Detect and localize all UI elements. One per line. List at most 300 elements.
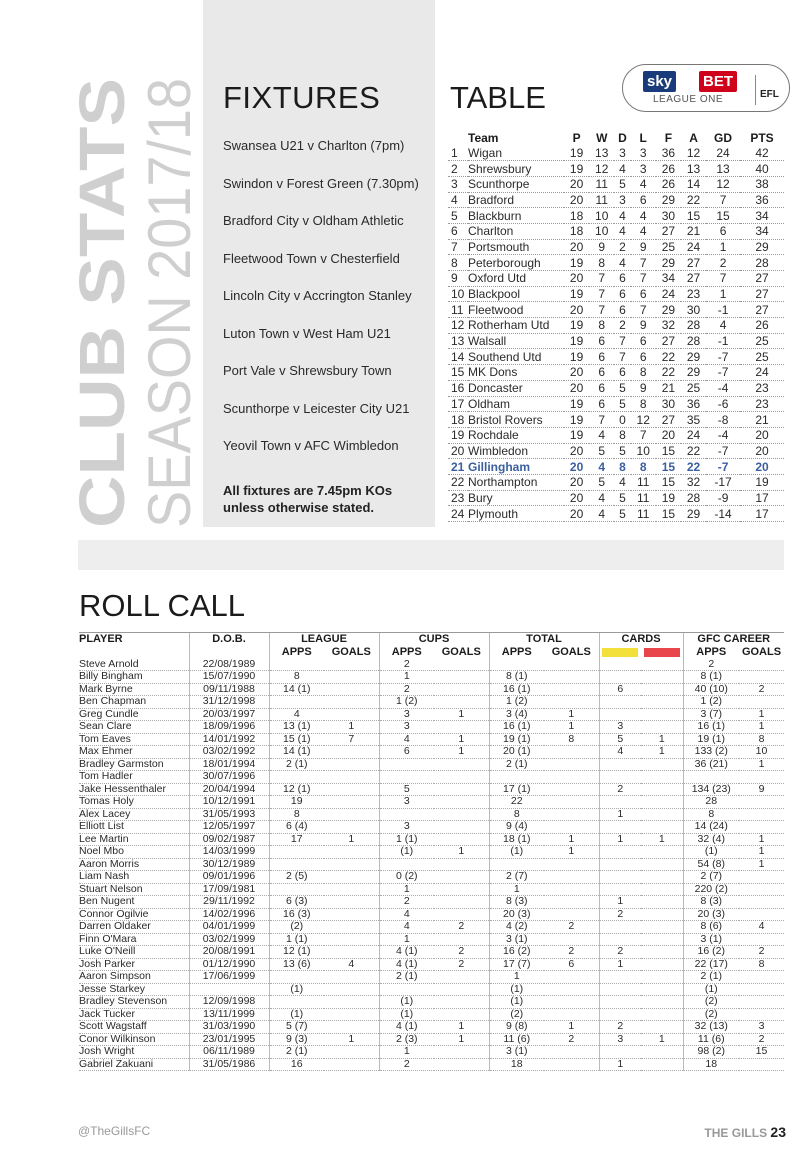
table-cell: 7 [589, 302, 614, 318]
efl-logo: EFL [755, 75, 783, 105]
stat-cell: 2 (7) [489, 871, 544, 884]
stat-cell [599, 933, 641, 946]
stat-cell [324, 933, 379, 946]
stat-cell [599, 796, 641, 809]
player-name: Ben Chapman [79, 696, 189, 709]
stat-cell: 1 [544, 721, 599, 734]
table-cell: 18 [448, 412, 468, 428]
stat-cell: 31/12/1998 [189, 696, 269, 709]
table-cell: 29 [656, 302, 681, 318]
stat-cell [324, 783, 379, 796]
stat-cell: 4 [379, 921, 434, 934]
stat-cell [599, 971, 641, 984]
stat-cell [544, 683, 599, 696]
stat-cell: 6 [544, 958, 599, 971]
stat-cell [324, 1058, 379, 1071]
table-cell: 8 [448, 255, 468, 271]
table-row [448, 396, 784, 412]
stat-cell [641, 883, 683, 896]
stat-cell [269, 659, 324, 671]
player-name: Steve Arnold [79, 659, 189, 671]
table-cell: 3 [614, 192, 630, 208]
stat-cell [544, 908, 599, 921]
league-table [448, 131, 784, 522]
player-name: Bradley Stevenson [79, 996, 189, 1009]
table-cell: 11 [589, 176, 614, 192]
stat-cell [434, 996, 489, 1009]
stat-cell [544, 858, 599, 871]
table-cell: 14 [448, 349, 468, 365]
stat-cell: 1 [324, 1033, 379, 1046]
stat-cell: 2 (3) [379, 1033, 434, 1046]
table-cell: 4 [589, 459, 614, 475]
table-cell: 6 [589, 333, 614, 349]
stat-cell: 2 (1) [269, 758, 324, 771]
stat-cell [269, 883, 324, 896]
stat-cell: 2 [599, 1021, 641, 1034]
table-cell: Shrewsbury [468, 161, 564, 177]
player-row [79, 846, 784, 859]
stat-cell: 2 [434, 946, 489, 959]
table-row [448, 490, 784, 506]
stat-cell [599, 696, 641, 709]
table-cell: 23 [740, 380, 784, 396]
table-cell: 7 [706, 192, 740, 208]
stat-cell [489, 858, 544, 871]
stat-cell [434, 908, 489, 921]
table-cell: 6 [631, 333, 656, 349]
table-row [448, 145, 784, 161]
table-cell: 27 [681, 271, 706, 287]
stat-cell [544, 883, 599, 896]
stat-cell: (2) [683, 1008, 739, 1021]
stat-cell [641, 758, 683, 771]
table-cell: 11 [631, 506, 656, 522]
table-cell: -1 [706, 333, 740, 349]
stat-cell: 2 (1) [489, 758, 544, 771]
table-cell: 20 [564, 192, 589, 208]
stat-cell: (1) [489, 846, 544, 859]
table-cell: 20 [564, 490, 589, 506]
header-cards: CARDS [599, 633, 683, 646]
stat-cell: 4 [269, 708, 324, 721]
stat-cell: 5 [379, 783, 434, 796]
stat-cell [434, 1008, 489, 1021]
table-cell: 17 [740, 506, 784, 522]
table-cell: 8 [631, 396, 656, 412]
stat-cell: 15 (1) [269, 733, 324, 746]
table-cell: 5 [448, 208, 468, 224]
stat-cell: 1 [641, 833, 683, 846]
table-cell: 7 [631, 255, 656, 271]
table-cell: 32 [681, 474, 706, 490]
player-name: Darren Oldaker [79, 921, 189, 934]
stat-cell: 9 (4) [489, 821, 544, 834]
stat-cell [599, 996, 641, 1009]
stat-cell [324, 908, 379, 921]
table-cell: 6 [614, 271, 630, 287]
table-row [448, 380, 784, 396]
stat-cell: 1 [739, 846, 784, 859]
table-cell: 9 [448, 271, 468, 287]
table-cell: 34 [740, 223, 784, 239]
table-header-cell: GD [714, 131, 733, 145]
stat-cell: 6 [599, 683, 641, 696]
table-cell: 30 [656, 208, 681, 224]
stat-cell [434, 808, 489, 821]
table-cell: 4 [589, 490, 614, 506]
table-cell: 19 [564, 318, 589, 334]
table-cell: 29 [656, 192, 681, 208]
stat-cell: 5 [599, 733, 641, 746]
stat-cell: 31/03/1990 [189, 1021, 269, 1034]
stat-cell [434, 683, 489, 696]
stat-cell [434, 883, 489, 896]
table-header-cell: F [664, 131, 673, 145]
stat-cell [683, 771, 739, 784]
table-cell: 24 [681, 239, 706, 255]
stat-cell: 17 (7) [489, 958, 544, 971]
table-cell: 14 [681, 176, 706, 192]
table-cell: 29 [740, 239, 784, 255]
stat-cell [434, 783, 489, 796]
player-row [79, 821, 784, 834]
table-cell: 7 [448, 239, 468, 255]
stat-cell: 4 (1) [379, 958, 434, 971]
stat-cell: 11 (6) [489, 1033, 544, 1046]
fixtures-title: FIXTURES [223, 80, 381, 115]
stat-cell [544, 771, 599, 784]
table-header-cell: Team [468, 131, 499, 145]
stat-cell [641, 1046, 683, 1059]
red-card-header [641, 646, 683, 659]
stat-cell: 14 (1) [269, 683, 324, 696]
stat-cell: 1 [599, 1058, 641, 1071]
stat-cell [324, 858, 379, 871]
player-name: Ben Nugent [79, 896, 189, 909]
player-name: Jesse Starkey [79, 983, 189, 996]
stat-cell [544, 933, 599, 946]
table-cell: 28 [681, 318, 706, 334]
stat-cell: 220 (2) [683, 883, 739, 896]
stat-cell: 19 (1) [489, 733, 544, 746]
player-row [79, 721, 784, 734]
stat-cell [599, 846, 641, 859]
stat-cell: 20 (3) [683, 908, 739, 921]
stat-cell: 2 [739, 946, 784, 959]
table-cell: 4 [589, 506, 614, 522]
table-cell: 8 [631, 365, 656, 381]
stat-cell: 1 [544, 1021, 599, 1034]
stat-cell [599, 771, 641, 784]
stat-cell [434, 833, 489, 846]
roll-call-title: ROLL CALL [79, 588, 245, 623]
table-row [448, 208, 784, 224]
stat-cell: 4 (2) [489, 921, 544, 934]
stat-cell [544, 808, 599, 821]
player-row [79, 796, 784, 809]
stat-cell: 16 [269, 1058, 324, 1071]
stat-cell: 22 [489, 796, 544, 809]
player-row [79, 696, 784, 709]
stat-cell [641, 933, 683, 946]
stat-cell: 12/09/1998 [189, 996, 269, 1009]
table-cell: 26 [656, 161, 681, 177]
stat-cell [641, 971, 683, 984]
stat-cell: 1 [641, 1033, 683, 1046]
header-career: GFC CAREER [683, 633, 784, 646]
table-row [448, 239, 784, 255]
player-name: Sean Clare [79, 721, 189, 734]
stat-cell: 1 [544, 833, 599, 846]
stat-cell: (1) [269, 1008, 324, 1021]
table-cell: 5 [589, 443, 614, 459]
table-cell: 22 [656, 349, 681, 365]
stat-cell: 16 (2) [683, 946, 739, 959]
table-cell: 15 [448, 365, 468, 381]
stat-cell: 4 [599, 746, 641, 759]
stat-cell [544, 796, 599, 809]
stat-cell: 29/11/1992 [189, 896, 269, 909]
table-cell: 7 [589, 412, 614, 428]
stat-cell: 8 [683, 808, 739, 821]
skybet-league-one-logo [622, 64, 790, 112]
stat-cell: 1 [434, 733, 489, 746]
yellow-card-icon [602, 648, 638, 657]
table-cell: 22 [681, 443, 706, 459]
player-name: Greg Cundle [79, 708, 189, 721]
stat-cell [739, 983, 784, 996]
stat-cell [324, 946, 379, 959]
stat-cell: 8 (1) [489, 671, 544, 684]
stat-cell: 2 [379, 659, 434, 671]
stat-cell: 1 [379, 933, 434, 946]
header-position [448, 131, 468, 145]
table-cell: 7 [589, 286, 614, 302]
stat-cell: 04/01/1999 [189, 921, 269, 934]
stat-cell [641, 896, 683, 909]
table-cell: 4 [614, 223, 630, 239]
table-cell: 19 [656, 490, 681, 506]
table-cell: 26 [740, 318, 784, 334]
stat-cell: (1) [379, 1008, 434, 1021]
stat-cell: 3 (1) [683, 933, 739, 946]
stat-cell [739, 908, 784, 921]
stat-cell [379, 983, 434, 996]
fixture-item: Luton Town v West Ham U21 [223, 325, 391, 341]
table-cell: 18 [564, 223, 589, 239]
stat-cell: 2 [544, 946, 599, 959]
footer-page-number: 23 [770, 1124, 786, 1140]
player-name: Jack Tucker [79, 1008, 189, 1021]
table-cell: 10 [448, 286, 468, 302]
table-cell: 5 [589, 474, 614, 490]
fixture-item: Bradford City v Oldham Athletic [223, 213, 404, 228]
stat-cell: 2 [379, 896, 434, 909]
table-cell: 6 [631, 192, 656, 208]
stat-cell [379, 858, 434, 871]
stat-cell: 6 [379, 746, 434, 759]
table-cell: 27 [656, 412, 681, 428]
table-cell: 6 [589, 365, 614, 381]
table-cell: 23 [740, 396, 784, 412]
player-row [79, 758, 784, 771]
stat-cell: 2 [683, 659, 739, 671]
stat-cell: 3 [599, 721, 641, 734]
stat-cell [544, 983, 599, 996]
stat-cell [739, 821, 784, 834]
table-cell: Rotherham Utd [468, 318, 564, 334]
table-cell: 20 [564, 176, 589, 192]
stat-cell: (1) [683, 983, 739, 996]
table-cell: 21 [681, 223, 706, 239]
stat-cell [599, 1008, 641, 1021]
player-name: Conor Wilkinson [79, 1033, 189, 1046]
table-cell: Rochdale [468, 427, 564, 443]
stat-cell: 31/05/1986 [189, 1058, 269, 1071]
stat-cell: 16 (3) [269, 908, 324, 921]
table-cell: 38 [740, 176, 784, 192]
stat-cell: 8 (6) [683, 921, 739, 934]
stat-cell [324, 846, 379, 859]
stat-cell: 1 [599, 808, 641, 821]
stat-cell: (1) [683, 846, 739, 859]
table-cell: 5 [614, 176, 630, 192]
player-name: Luke O'Neill [79, 946, 189, 959]
table-cell: Oxford Utd [468, 271, 564, 287]
stat-cell: 1 [739, 833, 784, 846]
yellow-card-header [599, 646, 641, 659]
table-cell: 13 [681, 161, 706, 177]
player-row [79, 1046, 784, 1059]
stat-cell: 5 (7) [269, 1021, 324, 1034]
table-cell: 20 [564, 239, 589, 255]
table-row [448, 506, 784, 522]
fixtures-list [223, 138, 435, 476]
stat-cell [544, 821, 599, 834]
player-row [79, 958, 784, 971]
stat-cell [489, 659, 544, 671]
stat-cell: 20/03/1997 [189, 708, 269, 721]
stat-cell: 12/05/1997 [189, 821, 269, 834]
player-row [79, 671, 784, 684]
stat-cell: 2 [379, 683, 434, 696]
table-cell: 36 [656, 145, 681, 161]
header-league: LEAGUE [269, 633, 379, 646]
table-cell: 30 [656, 396, 681, 412]
table-row [448, 459, 784, 475]
stat-cell: 2 [434, 921, 489, 934]
stat-cell [641, 708, 683, 721]
stat-cell [544, 1058, 599, 1071]
stat-cell [641, 696, 683, 709]
table-cell: 20 [448, 443, 468, 459]
stat-cell: 8 (3) [489, 896, 544, 909]
stat-cell [434, 696, 489, 709]
fixture-item: Fleetwood Town v Chesterfield [223, 250, 400, 266]
stat-cell: 2 [599, 946, 641, 959]
table-cell: 13 [589, 145, 614, 161]
stat-cell: 14 (24) [683, 821, 739, 834]
stat-cell: 1 [434, 1021, 489, 1034]
stat-cell: 1 [379, 671, 434, 684]
stat-cell: 03/02/1999 [189, 933, 269, 946]
stat-cell: 30/12/1989 [189, 858, 269, 871]
stat-cell: 30/07/1996 [189, 771, 269, 784]
table-cell: 17 [448, 396, 468, 412]
table-cell: Peterborough [468, 255, 564, 271]
table-cell: 7 [614, 349, 630, 365]
table-cell: 3 [448, 176, 468, 192]
table-cell: 27 [656, 223, 681, 239]
table-cell: Charlton [468, 223, 564, 239]
stat-cell [739, 1058, 784, 1071]
stat-cell: 1 [434, 746, 489, 759]
stat-cell [434, 858, 489, 871]
divider-band [78, 540, 784, 570]
table-cell: 20 [564, 474, 589, 490]
stat-cell [599, 659, 641, 671]
stat-cell: 54 (8) [683, 858, 739, 871]
table-row [448, 427, 784, 443]
table-cell: 4 [614, 161, 630, 177]
player-name: Liam Nash [79, 871, 189, 884]
table-cell: 29 [681, 506, 706, 522]
table-cell: 9 [631, 380, 656, 396]
table-cell: 27 [740, 302, 784, 318]
table-cell: 10 [631, 443, 656, 459]
table-cell: Wigan [468, 145, 564, 161]
sub-header-goals: GOALS [331, 646, 371, 658]
table-cell: Bradford [468, 192, 564, 208]
stat-cell: 8 [544, 733, 599, 746]
stat-cell [324, 796, 379, 809]
table-cell: 29 [681, 365, 706, 381]
table-cell: 35 [681, 412, 706, 428]
player-name: Mark Byrne [79, 683, 189, 696]
stat-cell [324, 1046, 379, 1059]
player-name: Noel Mbo [79, 846, 189, 859]
stat-cell [434, 821, 489, 834]
stat-cell: 1 [641, 733, 683, 746]
stat-cell [544, 671, 599, 684]
stat-cell [739, 933, 784, 946]
table-cell: 8 [589, 318, 614, 334]
stat-cell: 1 [739, 758, 784, 771]
player-row [79, 933, 784, 946]
sub-header-goals: GOALS [441, 646, 481, 658]
table-cell: 42 [740, 145, 784, 161]
stat-cell [641, 846, 683, 859]
stat-cell [544, 696, 599, 709]
table-cell: 2 [706, 255, 740, 271]
player-row [79, 996, 784, 1009]
table-cell: -8 [706, 412, 740, 428]
table-cell: 8 [614, 427, 630, 443]
stat-cell [641, 921, 683, 934]
table-cell: 20 [564, 443, 589, 459]
stat-cell: 18/01/1994 [189, 758, 269, 771]
stat-cell: 18 [489, 1058, 544, 1071]
stat-cell [324, 808, 379, 821]
table-cell: 11 [631, 490, 656, 506]
stat-cell: 7 [324, 733, 379, 746]
table-cell: 24 [681, 427, 706, 443]
stat-cell [641, 808, 683, 821]
table-cell: 5 [614, 506, 630, 522]
table-cell: Scunthorpe [468, 176, 564, 192]
table-cell: 9 [589, 239, 614, 255]
